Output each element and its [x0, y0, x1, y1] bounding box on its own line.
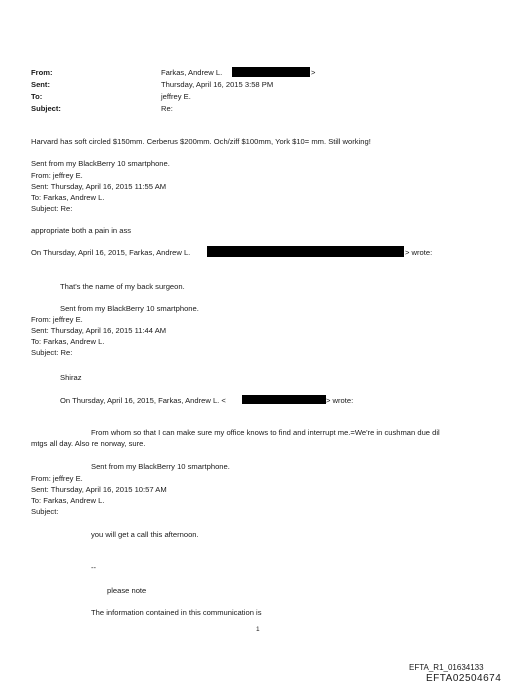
- quoted-to: To: Farkas, Andrew L.: [31, 193, 105, 202]
- sent-value: Thursday, April 16, 2015 3:58 PM: [161, 80, 274, 89]
- quoted-sent: Sent: Thursday, April 16, 2015 10:57 AM: [31, 485, 167, 494]
- quoted-sent: Sent: Thursday, April 16, 2015 11:55 AM: [31, 182, 167, 191]
- quoted-from: From: jeffrey E.: [31, 171, 83, 180]
- subject-label: Subject:: [31, 104, 61, 113]
- message-text: appropriate both a pain in ass: [31, 226, 132, 235]
- message-text: you will get a call this afternoon.: [91, 530, 199, 539]
- quoted-sent: Sent: Thursday, April 16, 2015 11:44 AM: [31, 326, 167, 335]
- reply-attribution-suffix: > wrote:: [326, 396, 354, 405]
- to-value: jeffrey E.: [161, 92, 191, 101]
- document-id-primary: EFTA_R1_01634133: [409, 663, 484, 672]
- reply-attribution-suffix: > wrote:: [405, 248, 433, 257]
- document-id-secondary: EFTA02504674: [426, 673, 502, 684]
- message-text: Harvard has soft circled $150mm. Cerberus $200mm. Och/ziff $100mm, York $10= mm. Still working!: [31, 137, 371, 146]
- from-suffix: >: [311, 68, 316, 77]
- redaction-email: [242, 395, 326, 404]
- redaction-from-email: [232, 67, 310, 77]
- signature: Sent from my BlackBerry 10 smartphone.: [91, 462, 230, 471]
- message-text-continued: mtgs all day. Also re norway, sure.: [31, 439, 146, 448]
- page-number: 1: [256, 626, 260, 633]
- from-value: Farkas, Andrew L.: [161, 68, 223, 77]
- from-label: From:: [31, 68, 53, 77]
- signature: Sent from my BlackBerry 10 smartphone.: [31, 159, 170, 168]
- signature: Sent from my BlackBerry 10 smartphone.: [60, 304, 199, 313]
- note-text: please note: [107, 586, 147, 595]
- signature-dashes: --: [91, 563, 97, 572]
- message-text: That's the name of my back surgeon.: [60, 282, 185, 291]
- sent-label: Sent:: [31, 80, 50, 89]
- quoted-to: To: Farkas, Andrew L.: [31, 337, 105, 346]
- message-text: From whom so that I can make sure my office knows to find and interrupt me.=We're in cushman due dil: [91, 428, 440, 437]
- quoted-to: To: Farkas, Andrew L.: [31, 496, 105, 505]
- to-label: To:: [31, 92, 43, 101]
- reply-attribution: On Thursday, April 16, 2015, Farkas, Andrew L. <: [60, 396, 226, 405]
- quoted-subject: Subject:: [31, 507, 59, 516]
- message-text: Shiraz: [60, 373, 82, 382]
- disclaimer-text: The information contained in this communication is: [91, 608, 262, 617]
- quoted-from: From: jeffrey E.: [31, 315, 83, 324]
- quoted-from: From: jeffrey E.: [31, 474, 83, 483]
- quoted-subject: Subject: Re:: [31, 204, 73, 213]
- quoted-subject: Subject: Re:: [31, 348, 73, 357]
- reply-attribution: On Thursday, April 16, 2015, Farkas, Andrew L.: [31, 248, 191, 257]
- redaction-email: [207, 246, 404, 257]
- subject-value: Re:: [161, 104, 173, 113]
